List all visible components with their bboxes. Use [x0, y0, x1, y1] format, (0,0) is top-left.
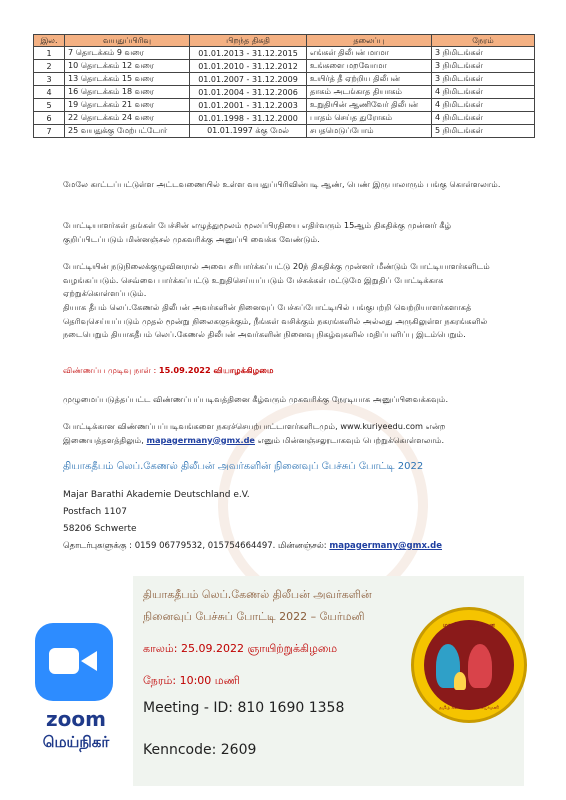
cell-topic: எங்கள் திலீபன் மாமா [307, 47, 432, 60]
table-header-row [34, 35, 535, 47]
cell-dob: 01.01.2007 - 31.12.2009 [190, 73, 307, 86]
forms-text-b: எனும் மின்னஞ்சலூடாகவும் பெற்றுக்கொள்ளலாம். [255, 434, 445, 445]
cell-age: 7 தொடக்கம் 9 வரை [65, 47, 190, 60]
deadline-line [63, 364, 513, 378]
cell-age: 25 வயதுக்கு மேற்பட்டோர் [65, 125, 190, 138]
cell-topic: உயிர்த் தீ ஏற்றிய திலீபன் [307, 73, 432, 86]
meeting-kenncode: Kenncode: 2609 [143, 742, 257, 758]
cell-age: 22 தொடக்கம் 24 வரை [65, 112, 190, 125]
cell-age: 10 தொடக்கம் 12 வரை [65, 60, 190, 73]
col-header-time: நேரம் [432, 35, 535, 47]
deadline-value: 15.09.2022 வியாழக்கிழமை [158, 365, 274, 375]
cell-no: 7 [34, 125, 65, 138]
table-row [34, 86, 535, 99]
address-line-3: 58206 Schwerte [63, 524, 137, 534]
cell-no: 5 [34, 99, 65, 112]
section-heading: தியாகதீபம் லெப்.கேணல் திலீபன் அவர்களின் நினைவுப் பேச்சுப் போட்டி 2022 [63, 461, 424, 472]
cell-dob: 01.01.2010 - 31.12.2012 [190, 60, 307, 73]
cell-no: 1 [34, 47, 65, 60]
table-row [34, 125, 535, 138]
logo-top-text: மாவீரர் பணிமனை [443, 622, 495, 629]
cell-dob: 01.01.2001 - 31.12.2003 [190, 99, 307, 112]
contact-email-link[interactable]: mapagermany@gmx.de [329, 541, 443, 551]
paragraph-submission: போட்டியாளர்கள் தங்கள் பேச்சின் எழுத்துமூலம் மூலப்பிரதியை எதிர்வரும் 15ஆம் திகதிக்கு முன்னர் கீழ் குறிப்பிடப்படும் மின்னஞ்சல் முகவரிக்கு அனுப்பி வைக்க வேண்டும். [63, 220, 452, 244]
col-header-no: இல. [34, 35, 65, 47]
logo-bottom-text: தமிழ் கல்விக்கழகம் யேர்மனி [439, 706, 499, 711]
cell-topic: தாகம் அடங்காத தியாகம் [307, 86, 432, 99]
cell-time: 3 நிமிடங்கள் [432, 60, 535, 73]
cell-no: 6 [34, 112, 65, 125]
zoom-logo-text: zoom [46, 707, 106, 731]
paragraph-eligibility: மேலே காட்டப்பட்டுள்ள அட்டவணையில் உள்ள வயதுப்பிரிவின்படி ஆண், பெண் இருபாலாரும் பங்கு கொள்ளலாம். [63, 179, 501, 189]
paragraph-send: முழுமைப்படுத்தப்பட்ட விண்ணப்பப்படிவத்தினை கீழ்வரும் முகவரிக்கு நேரடியாக அனுப்பிவைக்கவும். [63, 394, 449, 404]
flame-icon [454, 672, 466, 690]
table-row [34, 60, 535, 73]
table-row [34, 112, 535, 125]
cell-age: 13 தொடக்கம் 15 வரை [65, 73, 190, 86]
cell-no: 2 [34, 60, 65, 73]
cell-time: 4 நிமிடங்கள் [432, 86, 535, 99]
event-panel [30, 576, 524, 786]
cell-dob: 01.01.1997 க்கு மேல் [190, 125, 307, 138]
email-link[interactable]: mapagermany@gmx.de [146, 434, 255, 445]
paragraph-forms [63, 420, 513, 447]
cell-age: 19 தொடக்கம் 21 வரை [65, 99, 190, 112]
organisation-logo [411, 607, 527, 723]
event-date: காலம்: 25.09.2022 ஞாயிற்றுக்கிழமை [143, 642, 338, 655]
table-row [34, 73, 535, 86]
meeting-id: Meeting - ID: 810 1690 1358 [143, 700, 345, 716]
table-row [34, 99, 535, 112]
cell-dob: 01.01.2004 - 31.12.2006 [190, 86, 307, 99]
cell-topic: சபதமெடுப்போம் [307, 125, 432, 138]
camera-body-shape [49, 648, 79, 674]
cell-topic: உறுதியின் ஆணிவேர் திலீபன் [307, 99, 432, 112]
deadline-label: விண்ணப்ப முடிவு நாள் : [63, 365, 159, 375]
cell-time: 4 நிமிடங்கள் [432, 99, 535, 112]
address-line-1: Majar Barathi Akademie Deutschland e.V. [63, 490, 250, 500]
cell-time: 3 நிமிடங்கள் [432, 47, 535, 60]
paragraph-review: போட்டியின் நடுநிலைக்குழுவினரால் அவை சரிபார்க்கப்பட்டு 20ந் திகதிக்கு முன்னர் மீண்டும் போட்டியாளர்களிடம் வழங்கப்படும். செவ்வை பார்க்கப்பட்டு உறுதிசெய்யப்படும் பேச்சுக்கள் மட்டுமே இறுதிப் போட்டிக்காக ஏற்றுக்கொள்ளப்படும். [63, 261, 490, 298]
camera-lens-shape [81, 651, 97, 671]
cell-topic: உங்களை மறவோமா [307, 60, 432, 73]
event-time: நேரம்: 10:00 மணி [143, 674, 241, 687]
col-header-dob: பிறந்த திகதி [190, 35, 307, 47]
forms-text-a: போட்டிக்கான விண்ணப்பப்படிவங்களை நகரச்செயற்பாட்டாளர்களிடமும், www.kuriyeedu.com என்ற இணையத்தளத்திலும், [63, 421, 446, 445]
address-line-2: Postfach 1107 [63, 507, 127, 517]
contact-prefix: தொடர்புகளுக்கு : 0159 06779532, 015754664497. மின்னஞ்சல்: [63, 541, 330, 551]
col-header-topic: தலைப்பு [307, 35, 432, 47]
contact-line [63, 541, 442, 552]
zoom-camera-icon [35, 623, 113, 701]
cell-time: 3 நிமிடங்கள் [432, 73, 535, 86]
cell-dob: 01.01.1998 - 31.12.2000 [190, 112, 307, 125]
cell-time: 5 நிமிடங்கள் [432, 125, 535, 138]
cell-no: 4 [34, 86, 65, 99]
bird-right-shape [468, 644, 492, 688]
event-title: தியாகதீபம் லெப்.கேணல் திலீபன் அவர்களின் நினைவுப் பேச்சுப் போட்டி 2022 – யேர்மனி [143, 588, 372, 623]
event-card [133, 576, 524, 786]
cell-dob: 01.01.2013 - 31.12.2015 [190, 47, 307, 60]
cell-no: 3 [34, 73, 65, 86]
cell-topic: பாதம் செய்த துரோகம் [307, 112, 432, 125]
schedule-table [33, 34, 535, 138]
table-row [34, 47, 535, 60]
col-header-age: வயதுப்பிரிவு [65, 35, 190, 47]
cell-age: 16 தொடக்கம் 18 வரை [65, 86, 190, 99]
cell-time: 4 நிமிடங்கள் [432, 112, 535, 125]
zoom-virtual-label: மெய்நிகர் [42, 733, 110, 751]
paragraph-awards: தியாக தீபம் லெப்.கேணல் திலீபன் அவர்களின் நினைவுப் பேச்சுப்போட்டியில் பங்குபற்றி வெற்றியாளர்களாகத் தெரிவுசெய்யப்படும் முதல் மூன்று நிலைகளுக்கும், நீங்கள் வசிக்கும் நகரங்களில் அல்லது அருகிலுள்ள நகரங்களில் நடைபெறும் தியாகதீபம் லெப்.கேணல் திலீபன் அவர்களின் நினைவு நிகழ்வுகளில் மதிப்பளிப்பு இடம்பெறும். [63, 302, 488, 339]
